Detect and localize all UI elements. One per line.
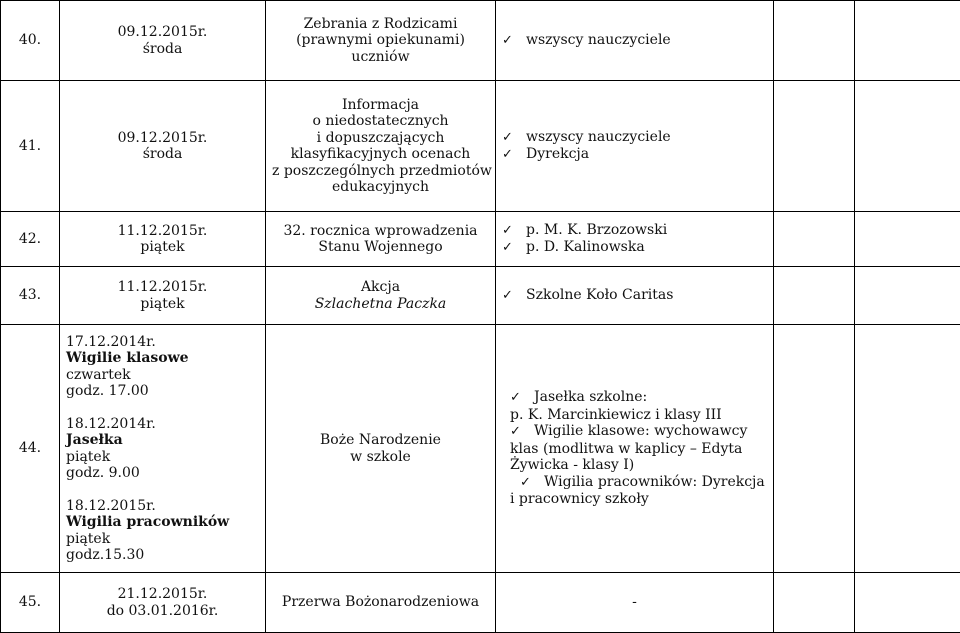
date-cell — [60, 325, 266, 573]
day-text: piątek — [66, 449, 259, 466]
day-text: środa — [66, 41, 259, 58]
checkmark-icon: ✓ — [502, 223, 518, 240]
day-text: piątek — [66, 239, 259, 256]
row-number: 42. — [1, 212, 60, 267]
event-cell — [266, 81, 496, 212]
event-line: Zebrania z Rodzicami — [272, 16, 489, 33]
row-number: 43. — [1, 267, 60, 325]
responsible-cell — [496, 81, 774, 212]
event-line: edukacyjnych — [272, 179, 489, 196]
date-text: 09.12.2015r. — [66, 130, 259, 147]
time-text: godz. 17.00 — [66, 383, 259, 400]
checkmark-icon: ✓ — [502, 288, 518, 305]
responsible-item: ✓ Jasełka szkolne: — [510, 389, 767, 407]
table-row — [1, 267, 960, 325]
empty-cell — [855, 81, 960, 212]
row-number: 41. — [1, 81, 60, 212]
event-line: Akcja — [272, 279, 489, 296]
date-cell — [60, 1, 266, 81]
event-line: o niedostatecznych — [272, 113, 489, 130]
day-text: do 03.01.2016r. — [66, 603, 259, 620]
occasion-title: Wigilia pracowników — [66, 514, 259, 531]
occasion-title: Jasełka — [66, 432, 259, 449]
event-cell — [266, 573, 496, 633]
date-text: 11.12.2015r. — [66, 223, 259, 240]
empty-cell — [774, 325, 855, 573]
empty-cell — [774, 1, 855, 81]
responsible-cell — [496, 212, 774, 267]
table-row — [1, 573, 960, 633]
checkmark-icon: ✓ — [502, 130, 518, 147]
date-text: 11.12.2015r. — [66, 279, 259, 296]
event-line: Stanu Wojennego — [272, 239, 489, 256]
responsible-cell — [496, 267, 774, 325]
event-cell — [266, 267, 496, 325]
table-row — [1, 81, 960, 212]
event-line: klasyfikacyjnych ocenach — [272, 146, 489, 163]
responsible-text: - — [502, 594, 767, 611]
occasion-title: Wigilie klasowe — [66, 350, 259, 367]
row-number: 45. — [1, 573, 60, 633]
event-cell — [266, 212, 496, 267]
responsible-item: ✓ wszyscy nauczyciele — [502, 32, 767, 50]
responsible-item: ✓ Wigilia pracowników: Dyrekcja — [510, 474, 767, 492]
empty-cell — [855, 267, 960, 325]
date-text: 18.12.2015r. — [66, 498, 259, 515]
date-cell — [60, 573, 266, 633]
table-row — [1, 1, 960, 81]
day-text: środa — [66, 146, 259, 163]
day-text: czwartek — [66, 367, 259, 384]
empty-cell — [855, 212, 960, 267]
empty-cell — [774, 267, 855, 325]
empty-cell — [774, 573, 855, 633]
empty-cell — [774, 81, 855, 212]
day-text: piątek — [66, 296, 259, 313]
date-cell — [60, 212, 266, 267]
event-line: z poszczególnych przedmiotów — [272, 163, 489, 180]
responsible-item: ✓ p. D. Kalinowska — [502, 239, 767, 257]
responsible-item: ✓ Dyrekcja — [502, 146, 767, 164]
empty-cell — [774, 212, 855, 267]
event-line: w szkole — [272, 449, 489, 466]
event-line: Informacja — [272, 97, 489, 114]
checkmark-icon: ✓ — [510, 424, 526, 441]
responsible-item: ✓ p. M. K. Brzozowski — [502, 222, 767, 240]
date-text: 18.12.2014r. — [66, 416, 259, 433]
empty-cell — [855, 573, 960, 633]
event-line: Boże Narodzenie — [272, 432, 489, 449]
responsible-cell — [496, 1, 774, 81]
responsible-item: ✓ wszyscy nauczyciele — [502, 129, 767, 147]
date-cell — [60, 267, 266, 325]
responsible-text: klas (modlitwa w kaplicy – Edyta Żywicka - klasy I) — [510, 441, 767, 474]
responsible-item: ✓ Szkolne Koło Caritas — [502, 287, 767, 305]
checkmark-icon: ✓ — [502, 147, 518, 164]
date-text: 09.12.2015r. — [66, 24, 259, 41]
responsible-item: ✓ Wigilie klasowe: wychowawcy — [510, 423, 767, 441]
row-number: 40. — [1, 1, 60, 81]
table-row — [1, 212, 960, 267]
time-text: godz.15.30 — [66, 547, 259, 564]
row-number: 44. — [1, 325, 60, 573]
event-line: Szlachetna Paczka — [272, 296, 489, 313]
event-line: (prawnymi opiekunami) — [272, 32, 489, 49]
empty-cell — [855, 1, 960, 81]
responsible-text: p. K. Marcinkiewicz i klasy III — [510, 407, 767, 424]
date-text: 17.12.2014r. — [66, 334, 259, 351]
event-line: 32. rocznica wprowadzenia — [272, 223, 489, 240]
responsible-cell — [496, 573, 774, 633]
checkmark-icon: ✓ — [502, 240, 518, 257]
responsible-cell — [496, 325, 774, 573]
date-cell — [60, 81, 266, 212]
event-line: Przerwa Bożonarodzeniowa — [272, 594, 489, 611]
event-line: i dopuszczających — [272, 130, 489, 147]
table-row — [1, 325, 960, 573]
event-cell — [266, 325, 496, 573]
event-cell — [266, 1, 496, 81]
checkmark-icon: ✓ — [520, 475, 536, 492]
empty-cell — [855, 325, 960, 573]
checkmark-icon: ✓ — [502, 33, 518, 50]
day-text: piątek — [66, 531, 259, 548]
checkmark-icon: ✓ — [510, 390, 526, 407]
responsible-text: i pracownicy szkoły — [510, 491, 767, 508]
event-line: uczniów — [272, 49, 489, 66]
time-text: godz. 9.00 — [66, 465, 259, 482]
date-text: 21.12.2015r. — [66, 586, 259, 603]
